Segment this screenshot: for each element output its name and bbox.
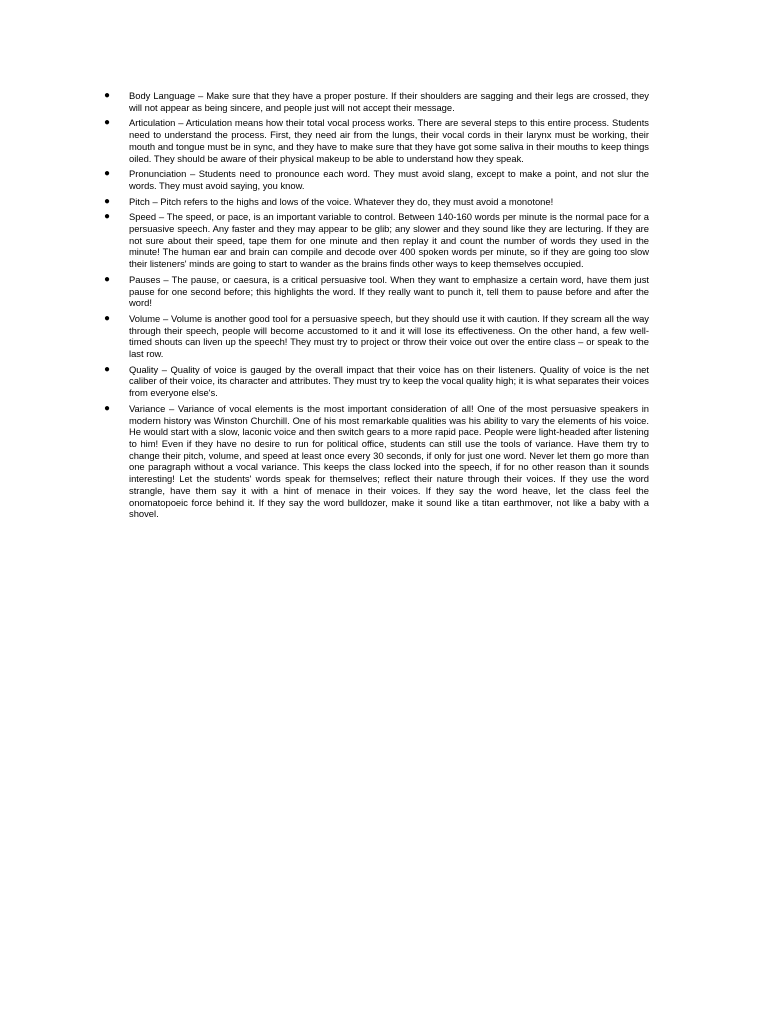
list-item-text: Pronunciation – Students need to pronounce each word. They must avoid slang, except to make a point, and not slur the words. They must avoid saying, you know. [129, 168, 649, 191]
list-item-pauses [104, 274, 649, 309]
list-item-text: Speed – The speed, or pace, is an important variable to control. Between 140-160 words per minute is the normal pace for a persuasive speech. Any faster and they may appear to be glib; any slower and they sound like they are lecturing. If they are not sure about their speed, tape them for one minute and then replay it and count the number of words they used in the minute! The human ear and brain can compile and decode over 400 spoken words per minute, so if they are going too slow their listeners' minds are going to start to wander as the brains finds other ways to keep themselves occupied. [129, 211, 649, 270]
list-item-text: Pitch – Pitch refers to the highs and lows of the voice. Whatever they do, they must avoid a monotone! [129, 195, 554, 207]
list-item-variance [104, 403, 649, 520]
bullet-icon: ● [104, 195, 111, 207]
bullet-icon: ● [104, 117, 111, 129]
list-item-pronunciation [104, 168, 649, 191]
list-item-pitch [104, 196, 649, 208]
vocal-tips-list [104, 90, 649, 524]
list-item-volume [104, 313, 649, 360]
list-item-speed [104, 211, 649, 270]
bullet-icon: ● [104, 363, 111, 375]
list-item-quality [104, 364, 649, 399]
list-item-text: Pauses – The pause, or caesura, is a critical persuasive tool. When they want to emphasize a certain word, have them just pause for one second before; this highlights the word. If they really want to punch it, tell them to pause before and after the word! [129, 273, 649, 309]
list-item-text: Variance – Variance of vocal elements is the most important consideration of all! One of the most persuasive speakers in modern history was Winston Churchill. One of his most remarkable qualities was his ability to vary the elements of his voice. He would start with a slow, laconic voice and then switch gears to a more rapid pace. People were light-headed after listening to him! Even if they have no desire to run for political office, students can still use the tools of variance. Have them try to change their pitch, volume, and speed at least once every 30 seconds, if only for just one word. Never let them go more than one paragraph without a vocal variance. This keeps the class locked into the speech, if for no other reason than it sounds interesting! Let the students' words speak for themselves; reflect their nature through their voices. If they use the word strangle, have them say it with a hint of menace in their voices. If they say the word heave, let the class feel the onomatopoeic force behind it. If they say the word bulldozer, make it sound like a titan earthmover, not like a baby with a shovel. [129, 402, 649, 520]
list-item-text: Quality – Quality of voice is gauged by the overall impact that their voice has on their listeners. Quality of voice is the net caliber of their voice, its character and attributes. They must try to keep the vocal quality high; it is what separates their voices from everyone else's. [129, 363, 649, 399]
bullet-icon: ● [104, 90, 111, 101]
bullet-icon: ● [104, 402, 111, 414]
bullet-icon: ● [104, 211, 111, 223]
list-item-text: Volume – Volume is another good tool for a persuasive speech, but they should use it with caution. If they scream all the way through their speech, people will become accustomed to it and it will lose its effectiveness. On the other hand, a few well-timed shouts can liven up the speech! They must try to project or throw their voice out over the entire class – or speak to the last row. [129, 312, 649, 360]
list-item-body-language [104, 90, 649, 113]
bullet-icon: ● [104, 312, 111, 324]
list-item-articulation [104, 117, 649, 164]
bullet-icon: ● [104, 273, 111, 285]
list-item-text: Articulation – Articulation means how their total vocal process works. There are several steps to this entire process. Students need to understand the process. First, they need air from the lungs, their vocal cords in their larynx must be working, their mouth and tongue must be in sync, and they have to make sure that they have got some saliva in their mouths to keep things oiled. They should be aware of their physical makeup to be able to understand how they speak. [129, 117, 649, 164]
list-item-text: Body Language – Make sure that they have a proper posture. If their shoulders are sagging and their legs are crossed, they will not appear as being sincere, and people just will not accept their message. [129, 90, 649, 113]
bullet-icon: ● [104, 168, 111, 180]
